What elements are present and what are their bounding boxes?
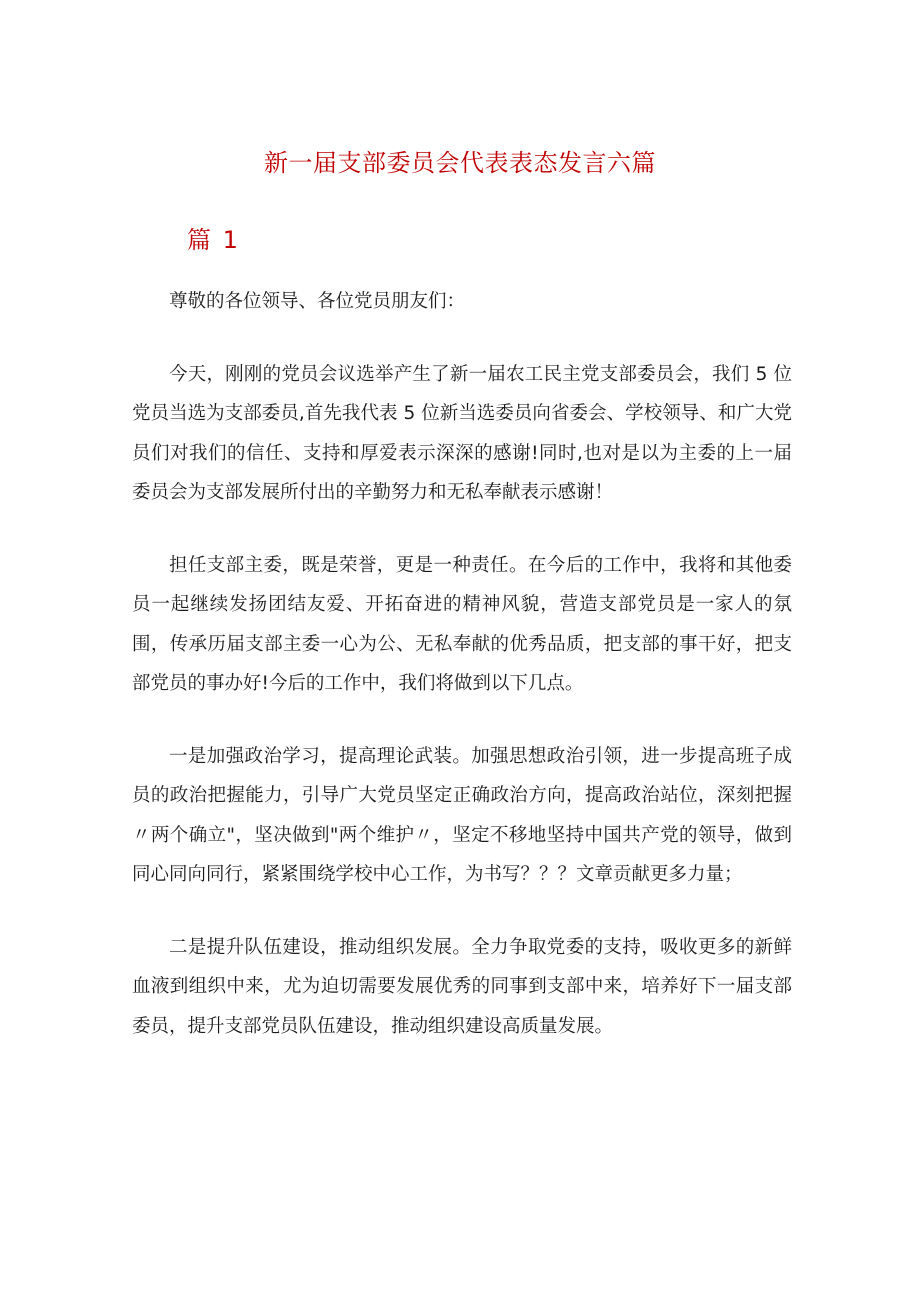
body-paragraph: 担任支部主委，既是荣誉，更是一种责任。在今后的工作中，我将和其他委员一起继续发扬团结友爱、开拓奋进的精神风貌，营造支部党员是一家人的氛围，传承历届支部主委一心为公、无私奉献的优秀品质，把支部的事干好，把支部党员的事办好!今后的工作中，我们将做到以下几点。 — [132, 554, 792, 694]
body-paragraph: 今天，刚刚的党员会议选举产生了新一届农工民主党支部委员会，我们 5 位党员当选为支部委员,首先我代表 5 位新当选委员向省委会、学校领导、和广大党员们对我们的信任、支持和厚爱表示深深的感谢!同时,也对是以为主委的上一届委员会为支部发展所付出的辛勤努力和无私奉献表示感谢！ — [132, 363, 792, 503]
salutation-paragraph: 尊敬的各位领导、各位党员朋友们： — [169, 291, 466, 312]
document-title: 新一届支部委员会代表表态发言六篇 — [264, 149, 656, 177]
section-heading: 篇 1 — [187, 226, 240, 254]
body-paragraph: 二是提升队伍建设，推动组织发展。全力争取党委的支持，吸收更多的新鲜血液到组织中来，尤为迫切需要发展优秀的同事到支部中来，培养好下一届支部委员，提升支部党员队伍建设，推动组织建设高质量发展。 — [132, 936, 792, 1037]
body-paragraph: 一是加强政治学习，提高理论武装。加强思想政治引领，进一步提高班子成员的政治把握能力，引导广大党员坚定正确政治方向，提高政治站位，深刻把握〃两个确立"，坚决做到"两个维护〃，坚定不移地坚持中国共产党的领导，做到同心同向同行，紧紧围绕学校中心工作，为书写？？？文章贡献更多力量； — [132, 745, 792, 885]
document-body — [132, 282, 792, 1079]
